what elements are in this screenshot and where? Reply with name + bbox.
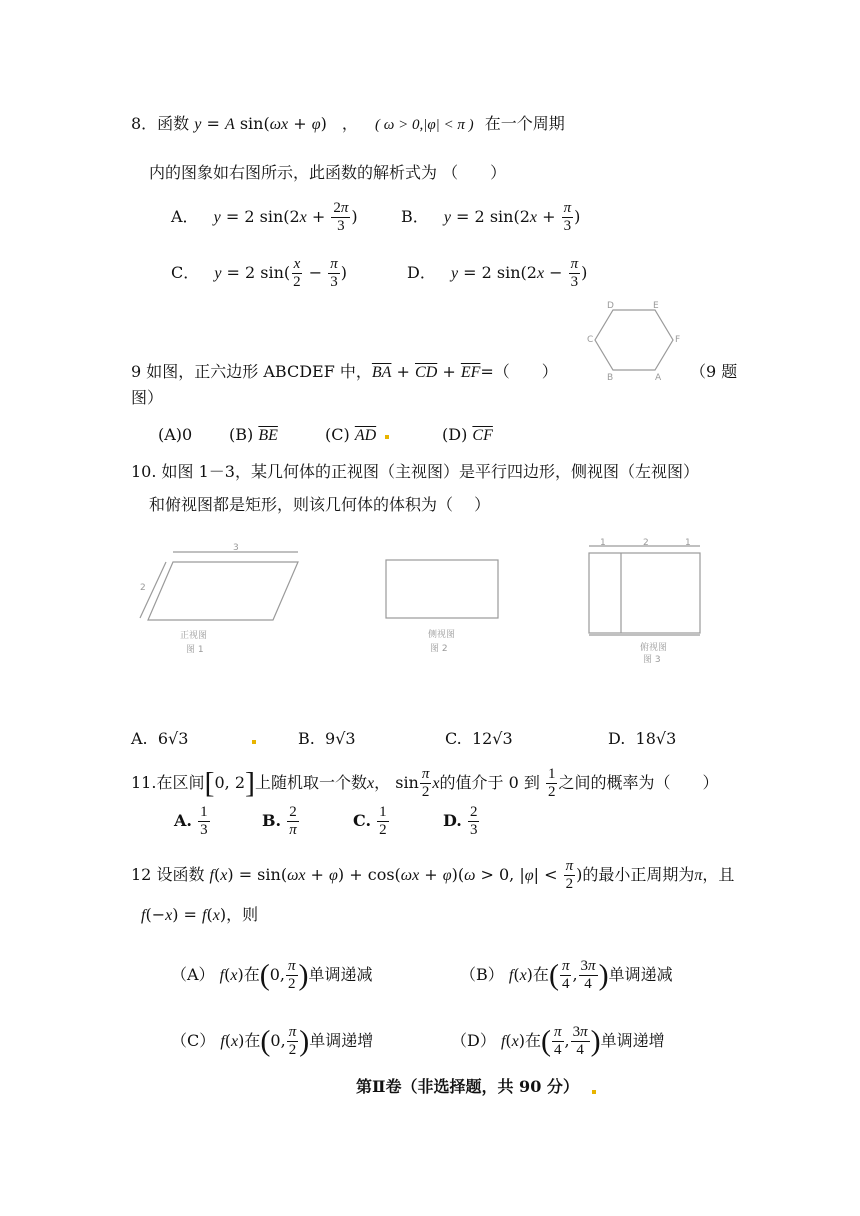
front-view-figure <box>128 540 308 665</box>
q10-option-c: C. 12√3 <box>445 729 513 748</box>
q8-option-a: A． y = 2 sin(2x + $\frac{2\pi}{3}$ ) <box>171 200 358 234</box>
q9-option-d: (D) $\overline{CF}$ <box>442 425 493 444</box>
q9-caption-2: 图） <box>131 388 164 407</box>
q11-option-a: A. $\frac{1}{3}$ <box>174 804 208 838</box>
q12-line1: 12 设函数 f(x) = sin(ωx + φ) + cos(ωx + φ)(ω > 0, |φ| < $\frac{\pi}{2}$ )的最小正周期为π，且 <box>131 858 735 892</box>
q10-line2: 和俯视图都是矩形，则该几何体的体积为（ ） <box>149 495 491 514</box>
hex-label-d: D <box>607 301 614 311</box>
hex-label-a: A <box>655 373 662 382</box>
parallelogram-shape <box>148 562 298 620</box>
q11-option-b: B. $\frac{2}{\pi}$ <box>262 804 297 838</box>
q11-option-d: D. $\frac{2}{3}$ <box>443 804 478 838</box>
q8-comma: ， <box>341 114 358 133</box>
stray-mark <box>252 740 256 744</box>
q12-option-a: （A） f(x)在(0, $\frac{\pi}{2}$ )单调递减 <box>171 958 373 992</box>
hex-label-e: E <box>653 301 659 311</box>
stray-mark <box>592 1090 596 1094</box>
hex-label-f: F <box>675 335 681 345</box>
q8-formula: y <box>194 116 202 133</box>
front-sub: 图 1 <box>186 645 204 655</box>
q9-option-c: (C) $\overline{AD}$ <box>325 425 377 444</box>
q12-option-b: （B） f(x)在( $\frac{\pi}{4}$ , $\frac{3\pi}{4}$ )单调递减 <box>460 958 673 992</box>
top-dim-3: 1 <box>685 538 691 548</box>
q11-option-c: C. $\frac{1}{2}$ <box>353 804 387 838</box>
section-title: 第Ⅱ卷（非选择题，共 90 分） <box>356 1077 579 1096</box>
top-rect <box>589 553 700 633</box>
hexagon-figure <box>585 298 685 382</box>
q11-line: 11.在区间[0, 2]上随机取一个数x， sin $\frac{\pi}{2}$ x的值介于 0 到 $\frac{1}{2}$ 之间的概率为（ ） <box>131 766 719 800</box>
side-rect <box>386 560 498 618</box>
hex-label-c: C <box>587 335 594 345</box>
side-caption: 侧视图 <box>428 630 456 640</box>
q10-line1: 10. 如图 1－3，某几何体的正视图（主视图）是平行四边形，侧视图（左视图） <box>131 462 699 481</box>
top-sub: 图 3 <box>643 655 661 665</box>
q10-option-a: A. 6√3 <box>131 729 189 748</box>
q8-number: 8．函数 <box>131 114 190 133</box>
q12-option-d: （D） f(x)在( $\frac{\pi}{4}$ , $\frac{3\pi}{4}$ )单调递增 <box>451 1024 665 1058</box>
hexagon-shape <box>595 310 673 370</box>
front-caption: 正视图 <box>180 631 208 641</box>
top-dim-1: 1 <box>600 538 606 548</box>
top-dim-2: 2 <box>643 538 649 548</box>
front-dim-side: 2 <box>140 583 146 593</box>
q9-option-b: (B) $\overline{BE}$ <box>229 425 278 444</box>
top-view-figure <box>585 538 715 668</box>
q8-option-b: B． y = 2 sin(2x + $\frac{\pi}{3}$ ) <box>401 200 581 234</box>
q9-caption: （9 题 <box>690 362 738 381</box>
q8-condition: ( ω > 0,|φ| < π ) <box>375 117 474 133</box>
stray-mark <box>385 435 389 439</box>
q10-option-d: D. 18√3 <box>608 729 677 748</box>
q8-line2: 内的图象如右图所示，此函数的解析式为 （ ） <box>149 163 507 182</box>
hex-label-b: B <box>607 373 614 382</box>
q10-option-b: B. 9√3 <box>298 729 356 748</box>
q9-line1: 9 如图，正六边形 ABCDEF 中，$\overline{BA} + \overline{CD} + \overline{EF}=$（ ） <box>131 362 558 381</box>
q12-option-c: （C） f(x)在(0, $\frac{\pi}{2}$ )单调递增 <box>171 1024 374 1058</box>
front-dim-top: 3 <box>233 543 239 553</box>
side-sub: 图 2 <box>430 644 448 654</box>
q12-line2: f(−x) = f(x)，则 <box>141 905 259 924</box>
q8-option-c: C． y = 2 sin( $\frac{x}{2}$ − $\frac{\pi}{3}$ ) <box>171 256 348 290</box>
top-caption: 俯视图 <box>640 643 668 653</box>
q8-tail: 在一个周期 <box>484 114 565 133</box>
q9-option-a: (A)0 <box>158 425 193 444</box>
q8-line1: 8．函数 y = A sin(ωx + φ) ， ( ω > 0,|φ| < π ) 在一个周期 <box>131 114 565 133</box>
q8-option-d: D． y = 2 sin(2x − $\frac{\pi}{3}$ ) <box>407 256 588 290</box>
side-view-figure <box>378 545 508 665</box>
